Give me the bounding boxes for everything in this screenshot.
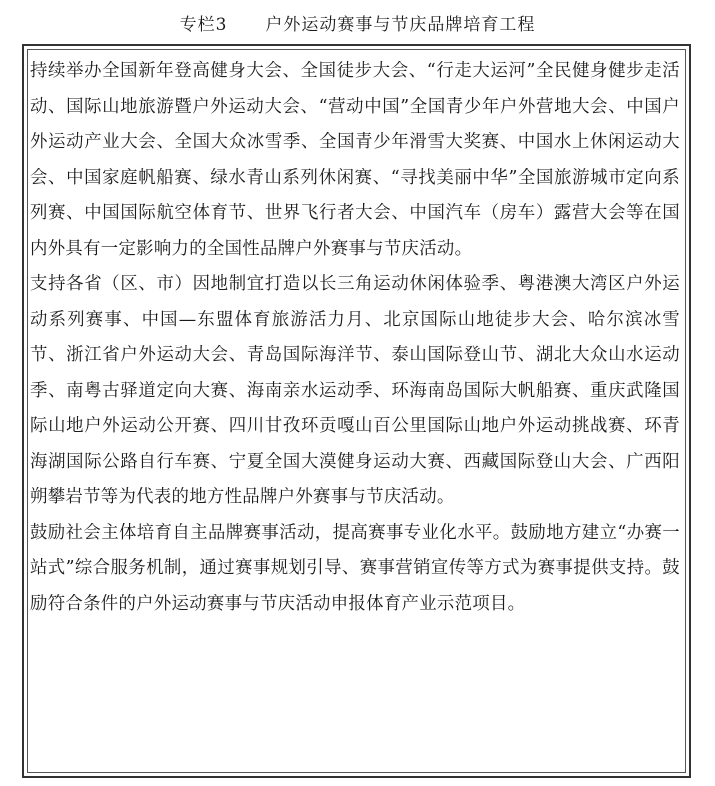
panel-title (0, 10, 715, 35)
paragraph-encouragement: 鼓励社会主体培育自主品牌赛事活动，提高赛事专业化水平。鼓励地方建立“办赛一站式”综合服务机制，通过赛事规划引导、赛事营销宣传等方式为赛事提供支持。鼓励符合条件的户外运动赛事与节庆活动申报体育产业示范项目。 (30, 522, 680, 614)
paragraph-national-events: 持续举办全国新年登高健身大会、全国徒步大会、“行走大运河”全民健身健步走活动、国际山地旅游暨户外运动大会、“营动中国”全国青少年户外营地大会、中国户外运动产业大会、全国大众冰雪季、全国青少年滑雪大奖赛、中国水上休闲运动大会、中国家庭帆船赛、绿水青山系列休闲赛、“寻找美丽中华”全国旅游城市定向系列赛、中国国际航空体育节、世界飞行者大会、中国汽车（房车）露营大会等在国内外具有一定影响力的全国性品牌户外赛事与节庆活动。 (30, 61, 680, 259)
panel-label: 专栏3 (179, 15, 228, 35)
panel-heading: 户外运动赛事与节庆品牌培育工程 (265, 15, 536, 35)
content-box (22, 44, 691, 778)
paragraph-local-events: 支持各省（区、市）因地制宜打造以长三角运动休闲体验季、粤港澳大湾区户外运动系列赛事、中国—东盟体育旅游活力月、北京国际山地徒步大会、哈尔滨冰雪节、浙江省户外运动大会、青岛国际海洋节、泰山国际登山节、湖北大众山水运动季、南粤古驿道定向大赛、海南亲水运动季、环海南岛国际大帆船赛、重庆武隆国际山地户外运动公开赛、四川甘孜环贡嘎山百公里国际山地户外运动挑战赛、环青海湖国际公路自行车赛、宁夏全国大漠健身运动大赛、西藏国际登山大会、广西阳朔攀岩节等为代表的地方性品牌户外赛事与节庆活动。 (30, 274, 680, 507)
content-body (30, 54, 680, 622)
